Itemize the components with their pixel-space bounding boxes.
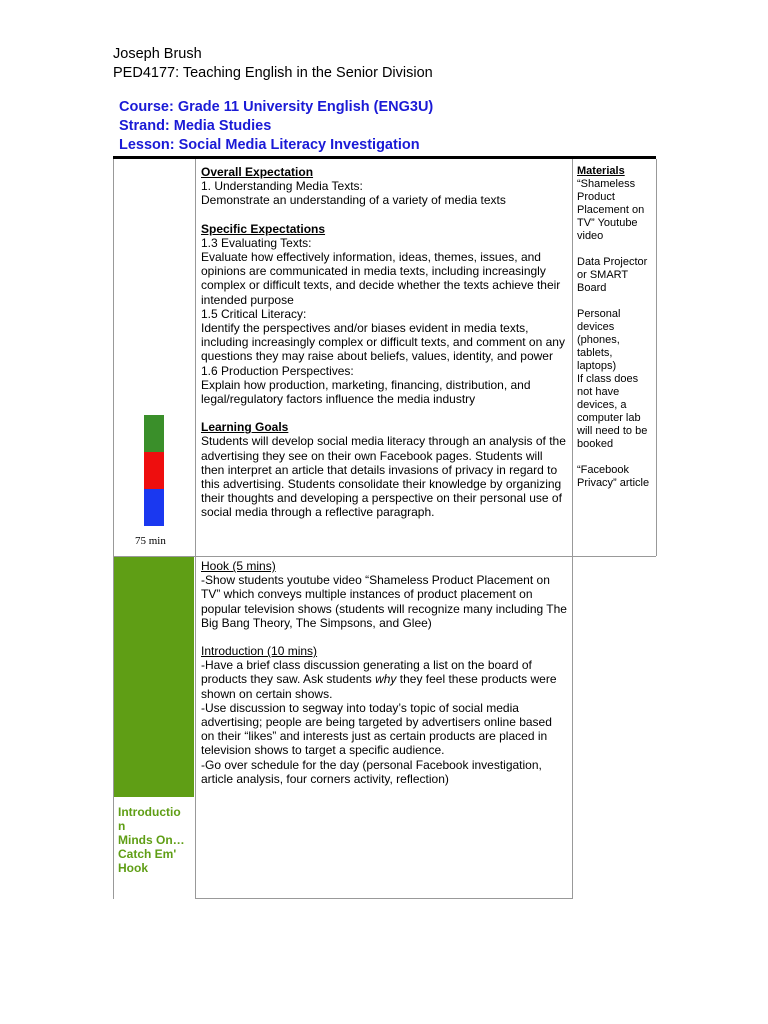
- course-info: [119, 98, 433, 155]
- hook-heading: Hook (5 mins): [201, 559, 276, 573]
- table-row-divider: [113, 556, 656, 557]
- material-item: Data Projector or SMART Board: [577, 256, 648, 294]
- specific-expectation-1-title: 1.3 Evaluating Texts:: [201, 235, 312, 250]
- time-bar-segment-2: [144, 452, 164, 489]
- learning-goals-heading: Learning Goals: [201, 420, 289, 435]
- intro-text-part: they feel these products were shown on certain shows.: [201, 672, 557, 701]
- materials-cell: [577, 165, 653, 490]
- document-header: [113, 45, 433, 83]
- specific-expectation-2-text: Identify the perspectives and/or biases evident in media texts, including increasingly complex or difficult texts, and comment on any questions they may raise about beliefs, values, identity, and power: [201, 321, 565, 364]
- specific-expectation-1-text: Evaluate how effectively information, ideas, themes, issues, and opinions are communicated in media texts, including increasingly complex or difficult texts, and decide whether the texts achieve their intended purpose: [201, 250, 561, 307]
- specific-expectation-3-title: 1.6 Production Perspectives:: [201, 363, 354, 378]
- table-bottom-rule: [195, 898, 573, 899]
- section-label-line: Introductio: [118, 805, 181, 819]
- course-code: PED4177: Teaching English in the Senior Division: [113, 65, 433, 81]
- hook-text: -Show students youtube video “Shameless Product Placement on TV” which conveys multiple instances of product placement on popular television shows (students will recognize many including The Big Bang Theory, The Simpsons, and Glee): [201, 573, 567, 630]
- introduction-paragraph-1: [201, 658, 567, 701]
- time-bar-segment-1: [144, 415, 164, 452]
- section-label-line: Minds On…: [118, 833, 185, 847]
- section-color-block: [114, 557, 194, 797]
- overall-expectation-title: 1. Understanding Media Texts:: [201, 179, 363, 194]
- section-label-line: Hook: [118, 861, 148, 875]
- introduction-paragraph-3: -Go over schedule for the day (personal Facebook investigation, article analysis, four corners activity, reflection): [201, 757, 542, 786]
- lesson-title: Lesson: Social Media Literacy Investigation: [119, 137, 420, 153]
- material-item: “Facebook Privacy” article: [577, 464, 650, 489]
- introduction-heading: Introduction (10 mins): [201, 644, 318, 659]
- author-name: Joseph Brush: [113, 46, 202, 62]
- strand-title: Strand: Media Studies: [119, 118, 272, 134]
- specific-expectation-3-text: Explain how production, marketing, financing, distribution, and legal/regulatory factors influence the media industry: [201, 377, 531, 407]
- table-border-right: [656, 159, 657, 556]
- intro-text-part: -Have a brief class discussion generating a list on the board of products they saw. Ask students: [201, 658, 532, 687]
- introduction-paragraph-2: -Use discussion to segway into today’s topic of social media advertising; people are being targeted by advertisers online based on their “likes” and interests just as certain products are placed in television shows to target a specific audience.: [201, 700, 552, 758]
- time-bar-segment-3: [144, 489, 164, 526]
- specific-expectations-heading: Specific Expectations: [201, 221, 326, 236]
- material-item: If class does not have devices, a computer lab will need to be booked: [577, 373, 648, 450]
- material-item: “Shameless Product Placement on TV” Youtube video: [577, 178, 645, 242]
- section-label-line: n: [118, 819, 126, 833]
- materials-heading: Materials: [577, 165, 625, 177]
- table-divider-1: [195, 159, 196, 899]
- overall-expectation-text: Demonstrate an understanding of a variety of media texts: [201, 193, 506, 208]
- lesson-body-cell: [201, 559, 567, 786]
- overall-expectation-heading: Overall Expectation: [201, 165, 314, 179]
- expectations-cell: [201, 165, 567, 520]
- course-title: Course: Grade 11 University English (ENG3U): [119, 99, 434, 115]
- time-label: 75 min: [135, 535, 166, 547]
- table-divider-2: [572, 159, 573, 899]
- section-label-line: Catch Em': [118, 847, 177, 861]
- intro-text-emphasis: why: [375, 672, 397, 687]
- material-item: Personal devices (phones, tablets, laptops): [577, 308, 621, 372]
- section-label: [118, 805, 192, 875]
- learning-goals-text: Students will develop social media literacy through an analysis of the advertising they see on their own Facebook pages. Students will then interpret an article that details invasions of privacy in regard to this advertising. Students consolidate their knowledge by organizing their thoughts and developing a perspective on their personal use of social media through a reflective paragraph.: [201, 434, 566, 520]
- specific-expectation-2-title: 1.5 Critical Literacy:: [201, 306, 307, 321]
